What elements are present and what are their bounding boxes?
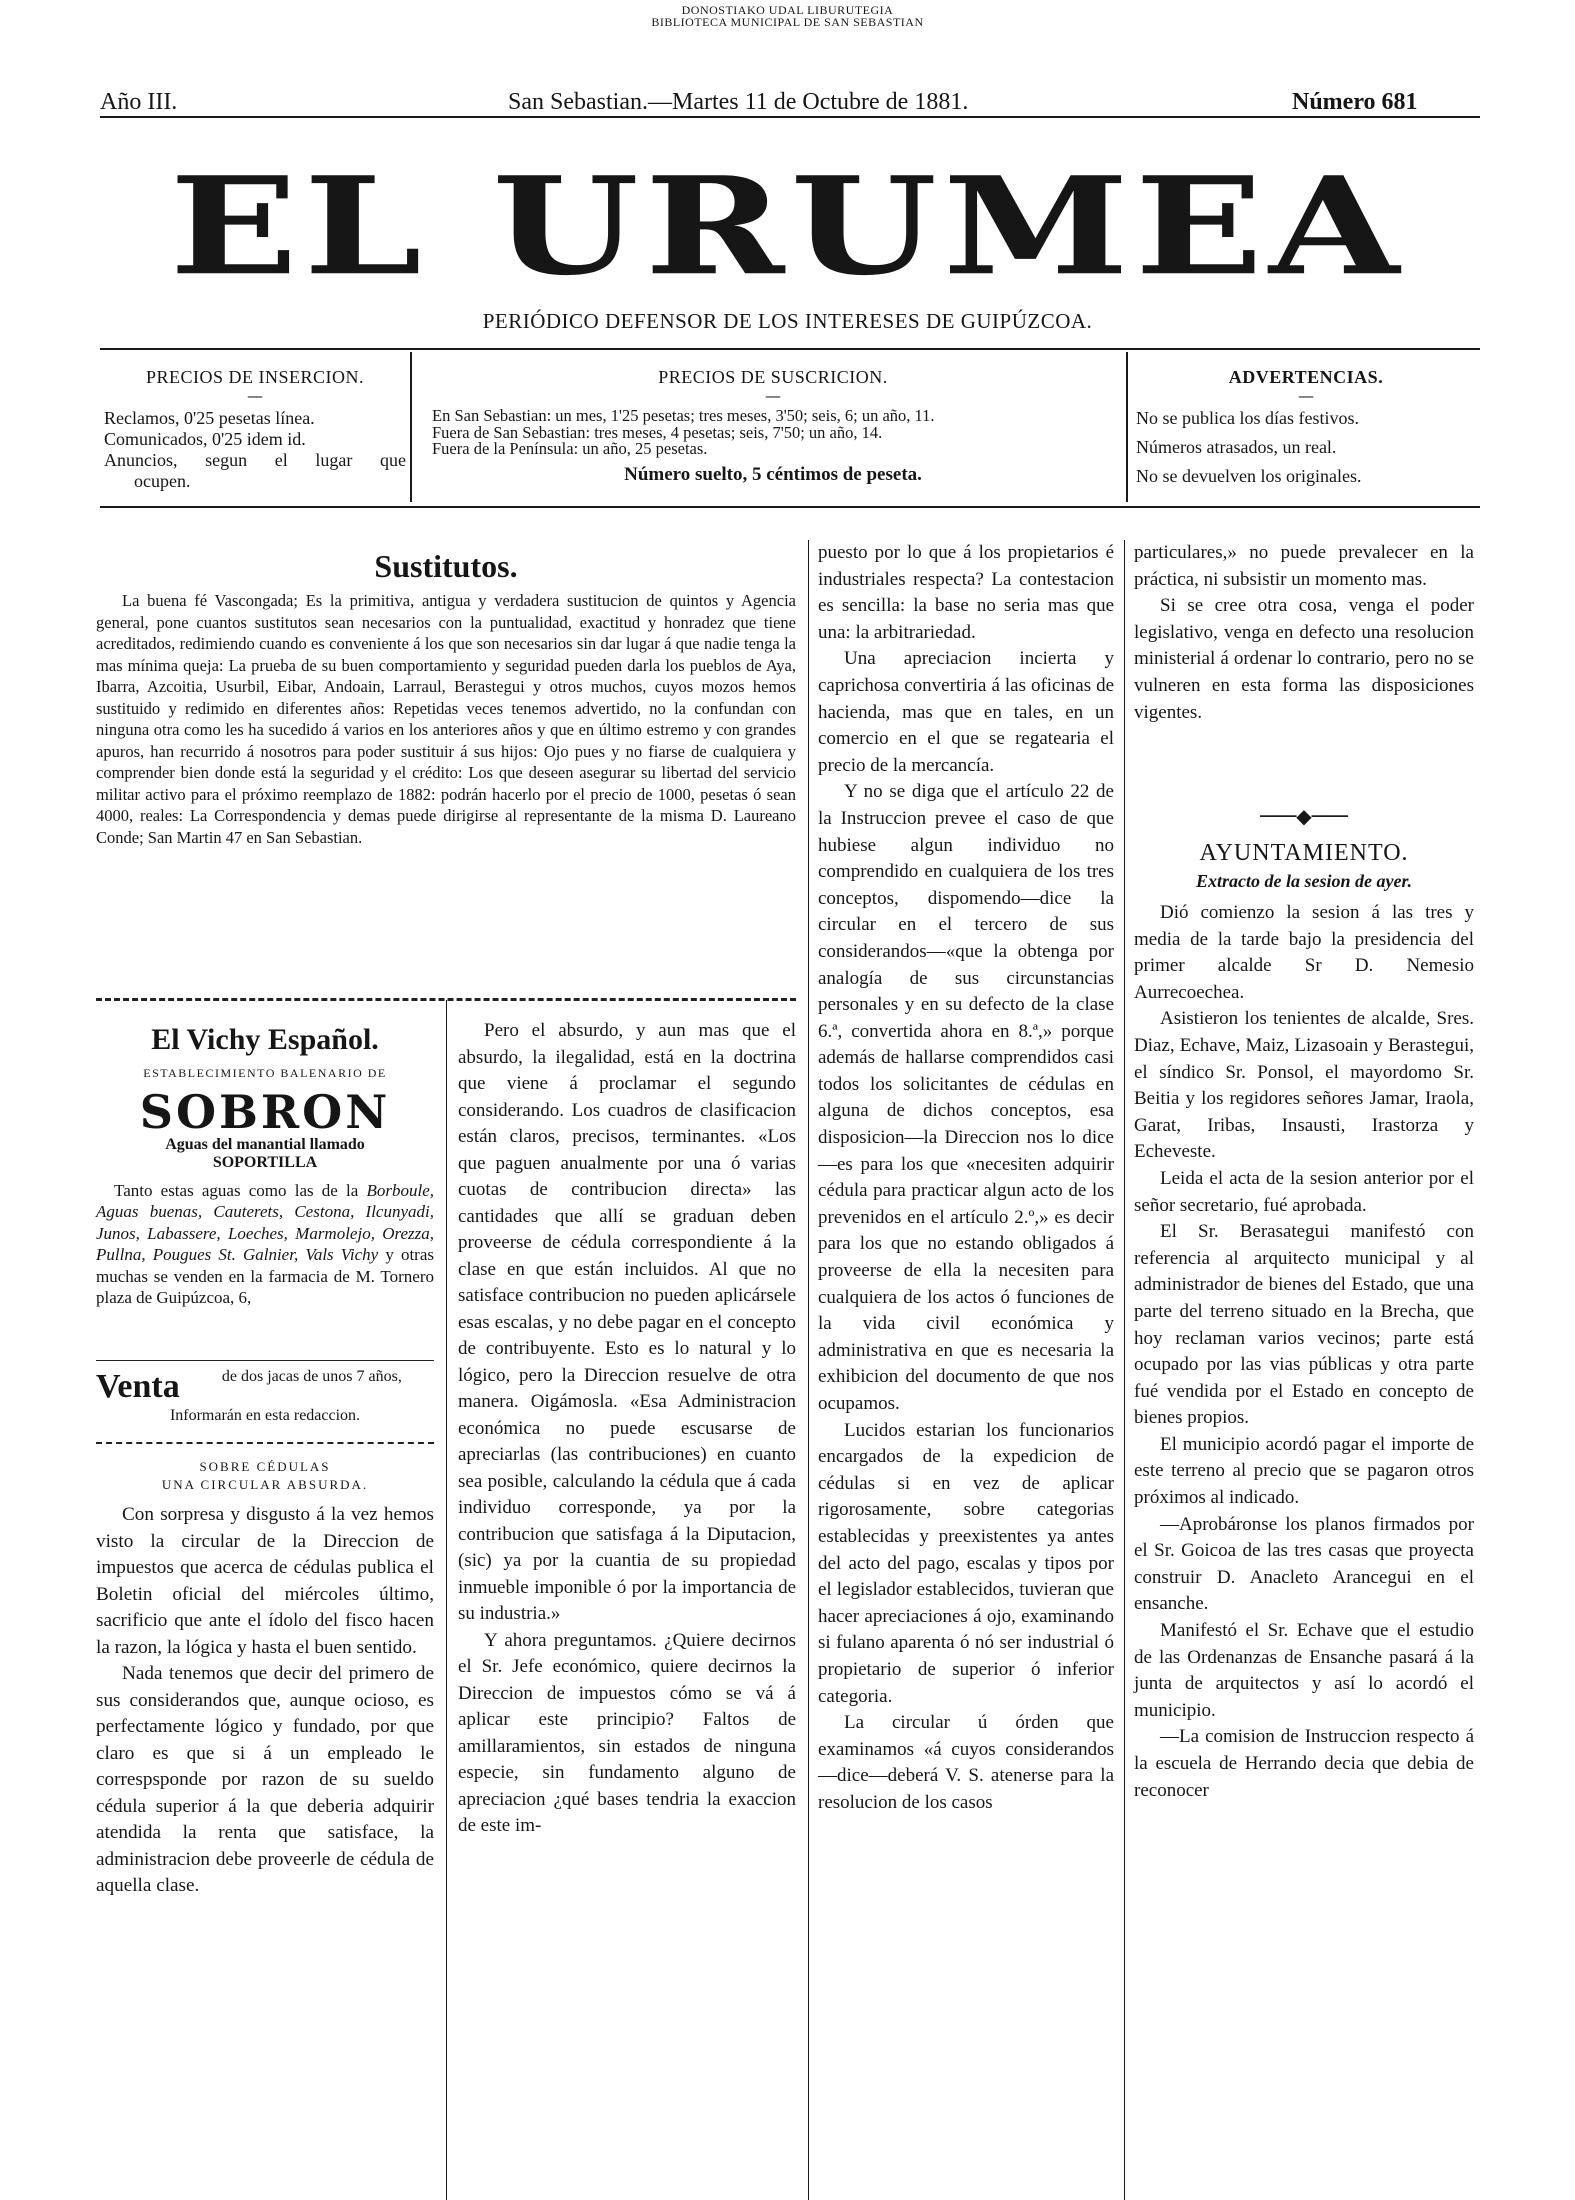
cedulas-p1: Con sorpresa y disgusto á la vez hemos visto la circular de la Direccion de impuestos que acerca de cédulas publica el Boletin oficial del miércoles último, sacrificio que ante el ídolo del fisco hacen la razon, la lógica y hasta el buen sentido. — [96, 1504, 434, 1658]
ayuntamiento-p2: Asistieron los tenientes de alcalde, Sres. Diaz, Echave, Maiz, Lizasoain y Berastegui, el síndico Sr. Ponsol, el mayordomo Sr. Beitia y los regidores señores Jamar, Iraola, Garat, Iribas, Insausti, Irastorza y Echeveste. — [1134, 1008, 1474, 1163]
cedulas-col4-p2: Una apreciacion incierta y caprichosa convertiria á las oficinas de hacienda, mas que en tales, en un comercio en el que se regatearia el precio de la mercancía. — [818, 648, 1114, 776]
advertencias-line-3: No se devuelven los originales. — [1136, 466, 1362, 486]
sustitutos-body — [96, 590, 796, 848]
cedulas-col5-p1: particulares,» no puede prevalecer en la práctica, ni subsistir un momento mas. — [1134, 542, 1474, 590]
venta-detail: de dos jacas de unos 7 años, — [221, 1368, 402, 1385]
suscricion-title: PRECIOS DE SUSCRICION. — [658, 367, 888, 387]
masthead-subtitle: PERIÓDICO DEFENSOR DE LOS INTERESES DE GUIPÚZCOA. — [482, 309, 1093, 333]
year-label: Año III. — [100, 89, 178, 115]
cedulas-kicker: SOBRE CÉDULAS — [199, 1459, 331, 1474]
advertencias-box — [1136, 366, 1476, 487]
advertencias-line-2: Números atrasados, un real. — [1136, 437, 1337, 457]
ayuntamiento-subtitle: Extracto de la sesion de ayer. — [1196, 871, 1412, 891]
dateline: San Sebastian.—Martes 11 de Octubre de 1881. — [508, 89, 969, 115]
cedulas-col3-p2: Y ahora preguntamos. ¿Quiere decirnos el Sr. Jefe económico, quiere decirnos la Direccion de impuestos cómo se vá á aplicar este principio? Faltos de amillaramientos, sin estados de ninguna especie, sin fundamento alguno de apreciacion ¿qué bases tendria la exaccion de este im- — [458, 1629, 796, 1836]
suscricion-dash: — — [765, 386, 781, 405]
cedulas-col4-p3: Y no se diga que el artículo 22 de la Instruccion prevee el caso de que hubiese algun individuo no comprendido en cualquiera de los tres conceptos, dispomendo—dice la circular en el tercero de sus considerandos—«que la obtenga por analogía de sus circunstancias personales y en su defecto de la clase 6.ª, convertida ahora en 8.ª,» porque además de hallarse comprendidos casi todos los solicitantes de cédulas en alguna de dichos conceptos, esa disposicion—la Direccion nos lo dice—es para los que «necesiten adquirir cédula para practicar algun acto de los prevenidos en el artículo 2.º,» es decir para los que no estando obligados á proveerse de ella la necesiten para cualquiera de los actos ó funciones de la vida civil económica y administrativa en que es necesaria la exhibicion del documento de que nos ocupamos. — [818, 781, 1114, 1414]
library-line-1: DONOSTIAKO UDAL LIBURUTEGIA — [681, 3, 894, 17]
venta-info: Informarán en esta redaccion. — [169, 1407, 361, 1424]
vichy-body-waters: Borboule, Aguas buenas, Cauterets, Cestona, Ilcunyadi, Junos, Labassere, Loeches, Marmolejo, Orezza, Pullna, Pougues St. Galnier, Vals Vichy — [96, 1181, 434, 1265]
insercion-box — [104, 366, 406, 492]
ayuntamiento-p6: —Aprobáronse los planos firmados por el Sr. Goicoa de las tres casas que proyecta construir D. Anacleto Arancegui en el ensanche. — [1134, 1513, 1474, 1615]
advertencias-line-1: No se publica los días festivos. — [1136, 408, 1359, 428]
suscricion-line-3: Fuera de la Península: un año, 25 pesetas. — [432, 439, 708, 458]
insercion-line-2: Comunicados, 0'25 idem id. — [104, 429, 306, 449]
insercion-line-4: ocupen. — [134, 471, 191, 491]
ayuntamiento-section — [1134, 838, 1474, 894]
suscricion-footer: Número suelto, 5 céntimos de peseta. — [624, 463, 922, 485]
box-divider-2 — [1126, 352, 1128, 502]
venta-title: Venta — [96, 1368, 180, 1405]
cedulas-col4-p1: puesto por lo que á los propietarios é industriales respecta? La contestacion es sencilla: la base no seria mas que una: la arbitrariedad. — [818, 542, 1114, 643]
library-stamp — [0, 4, 1575, 28]
cedulas-article-head — [96, 1458, 434, 1494]
vichy-body-text — [96, 1180, 434, 1308]
ayuntamiento-p3: Leida el acta de la sesion anterior por el señor secretario, fué aprobada. — [1134, 1167, 1474, 1216]
vichy-waters: Aguas del manantial llamado SOPORTILLA — [165, 1136, 365, 1171]
vichy-body — [96, 1180, 434, 1308]
header-box-bottom-rule — [100, 506, 1480, 508]
vichy-title: El Vichy Español. — [151, 1023, 379, 1056]
cedulas-p2: Nada tenemos que decir del primero de sus considerandos que, aunque ocioso, es perfectamente lógico y fundado, por que claro es que si á un empleado le correspsponde por razon de su sueldo cédula superior á la que deberia adquirir atendida la renta que satisface, la administracion debe proveerle de cédula de aquella clase. — [96, 1663, 434, 1896]
venta-advert — [96, 1368, 434, 1426]
vichy-body-start: Tanto estas aguas como las de la — [114, 1181, 367, 1200]
ayuntamiento-body — [1134, 900, 1474, 1804]
ayuntamiento-p8: —La comision de Instruccion respecto á la escuela de Herrando decia que debia de reconocer — [1134, 1726, 1474, 1801]
sobron-logo: SOBRON — [139, 1085, 391, 1139]
vichy-advert — [96, 1022, 434, 1308]
cedulas-col-5 — [1134, 540, 1474, 726]
insercion-title: PRECIOS DE INSERCION. — [145, 367, 365, 387]
suscricion-line-1: En San Sebastian: un mes, 1'25 pesetas; tres meses, 3'50; seis, 6; un año, 11. — [432, 406, 935, 425]
box-divider-1 — [410, 352, 412, 502]
advertencias-title: ADVERTENCIAS. — [1228, 367, 1384, 387]
ayuntamiento-p7: Manifestó el Sr. Echave que el estudio de las Ordenanzas de Ensanche pasará á la junta de arquitectos y así lo acordó el municipio. — [1134, 1620, 1474, 1721]
column-divider-4-5 — [1124, 540, 1125, 2200]
ayuntamiento-title: AYUNTAMIENTO. — [1199, 840, 1409, 866]
ayuntamiento-p5: El municipio acordó pagar el importe de este terreno al precio que se pagaron otros próximos al indicado. — [1134, 1433, 1474, 1509]
vichy-body-end: y otras muchas se venden en la farmacia de M. Tornero plaza de Guipúzcoa, 6, — [96, 1245, 435, 1308]
insercion-line-3: Anuncios, segun el lugar que — [104, 450, 406, 470]
masthead-title: EL URUMEA — [169, 146, 1406, 306]
insercion-line-1: Reclamos, 0'25 pesetas línea. — [104, 408, 315, 428]
issue-number: Número 681 — [1292, 89, 1418, 115]
cedulas-col3-p1: Pero el absurdo, y aun mas que el absurdo, la ilegalidad, está en la doctrina que viene á proclamar el segundo considerando. Los cuadros de clasificacion están claros, precisos, terminantes. «Los que paguen anualmente por una ó varias cuotas de contribucion directa» las cantidades que allí se graduan deben proveerse de cédula correspondiente á la clase en que están incluidos. Al que no satisface contribucion no pueden aplicársele esas escalas, y no debe pagar en el concepto de contribuyente. Esto es lo natural y lo lógico, pero la Direccion resuelve de otra manera. Oigámosla. «Esa Administracion económica no puede escusarse de apreciarlas (las contribuciones) en cuanto sea posible, calculando la cédula que á cada individuo corresponde, ya por la contribucion que satisfaga á la Diputacion, (sic) ya por la cuantia de su propiedad inmueble imponible ó por la importancia de su industria.» — [458, 1020, 796, 1624]
vichy-establishment: ESTABLECIMIENTO BALENARIO DE — [143, 1066, 387, 1080]
suscricion-box — [432, 366, 1114, 485]
cedulas-col-4 — [818, 540, 1114, 1817]
cedulas-col-3 — [458, 1018, 796, 1840]
sustitutos-text: La buena fé Vascongada; Es la primitiva, antigua y verdadera sustitucion de quintos y Agencia general, pone cuantos sustitutos sean necesarios con la puntualidad, exactitud y honradez que tiene acreditados, redimiendo cuando es conveniente á los que son necesarios sin dar lugar á que nadie tenga la mas mínima queja: La prueba de su buen comportamiento y seguridad pueden darla los pueblos de Aya, Ibarra, Azcoitia, Usurbil, Eibar, Andoain, Larraul, Berastegui y otros muchos, cuyos mozos hemos sustituido y redimido en diferentes años: Repetidas veces tenemos advertido, no la confundan con ninguna otra como les ha sucedido á varios en los anteriores años y que en último estremo y con grandes apuros, han recurrido á nosotros para poder sustituir á sus hijos: Ojo pues y no fiarse de cualquiera y comprender bien donde está la seguridad y el crédito: Los que deseen asegurar su libertad del servicio militar activo para el próximo reemplazo de 1882: podrán hacerlo por el precio de 1000, pesetas ó sean 4000, reales: La Correspondencia y demas puede dirigirse al representante de la misma D. Laureano Conde; San Martin 47 en San Sebastian. — [96, 591, 796, 847]
cedulas-col4-p5: La circular ú órden que examinamos «á cuyos considerandos—dice—deberá V. S. atenerse para la resolucion de los casos — [818, 1712, 1114, 1813]
ayuntamiento-p4: El Sr. Berasategui manifestó con referencia al arquitecto municipal y al administrador de bienes del Estado, que una parte del terreno situado en la Brecha, que hoy reclaman varios vecinos; parte está ocupado por las vias públicas y otra parte fué vendida por el Estado en concepto de bienes propios. — [1134, 1221, 1474, 1429]
suscricion-line-2: Fuera de San Sebastian: tres meses, 4 pesetas; seis, 7'50; un año, 14. — [432, 422, 883, 442]
insercion-dash: — — [247, 386, 263, 405]
header-box-top-rule — [100, 348, 1480, 350]
column-divider-3-4 — [808, 540, 809, 2200]
venta-separator — [96, 1442, 434, 1444]
column-5-ornament: ───◆─── — [1260, 804, 1348, 828]
top-rule — [100, 116, 1480, 118]
cedulas-col5-p2: Si se cree otra cosa, venga el poder legislativo, venga en defecto una resolucion ministerial á ordenar lo contrario, pero no se vulneren en esta forma las disposiciones vigentes. — [1134, 595, 1474, 723]
column-divider-2-3 — [446, 1000, 447, 2200]
cedulas-col4-p4: Lucidos estarian los funcionarios encargados de la expedicion de cédulas si en vez de aplicar rigorosamente, sobre categorias establecidas y preexistentes ya antes del acto del pago, escalas y tipos por el legislador establecidos, tuvieran que hacer apreciaciones á ojo, examinando si fulano aparenta ó nó ser industrial ó propietario de superior ó inferior categoria. — [818, 1419, 1114, 1707]
advertencias-dash: — — [1298, 386, 1314, 405]
venta-row — [96, 1368, 434, 1406]
sustitutos-title: Sustitutos. — [374, 548, 518, 584]
cedulas-col-2 — [96, 1502, 434, 1900]
cedulas-subtitle: UNA CIRCULAR ABSURDA. — [161, 1477, 369, 1492]
sustitutos-separator — [96, 998, 796, 1001]
ayuntamiento-p1: Dió comienzo la sesion á las tres y media de la tarde bajo la presidencia del primer alcalde Sr D. Nemesio Aurrecoechea. — [1134, 902, 1474, 1003]
library-line-2: BIBLIOTECA MUNICIPAL DE SAN SEBASTIAN — [651, 15, 924, 29]
vichy-separator — [96, 1360, 434, 1361]
